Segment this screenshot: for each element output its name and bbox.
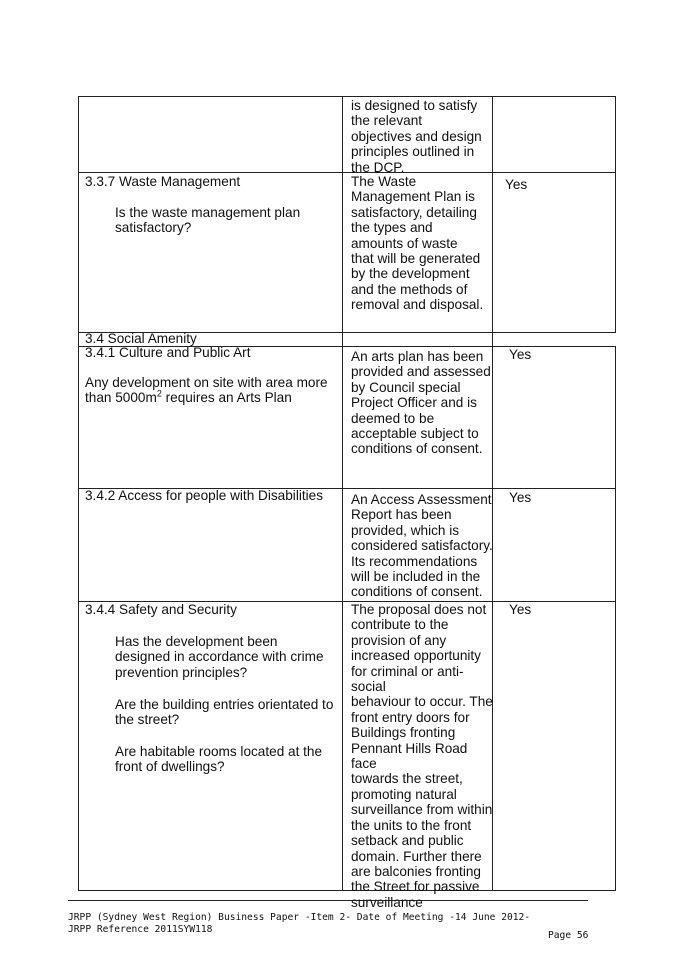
compliance-value: Yes	[509, 490, 532, 505]
compliance-cell	[493, 347, 616, 488]
section-heading: 3.4.2 Access for people with Disabilities	[85, 488, 324, 503]
criteria-cell	[78, 97, 343, 172]
comment-cell	[343, 333, 493, 346]
comment-cell	[343, 602, 493, 910]
table-row	[78, 346, 616, 488]
compliance-value: Yes	[509, 602, 532, 617]
footer-reference: JRPP Reference 2011SYW118	[68, 924, 213, 935]
table-row	[78, 488, 616, 601]
comment-text: The Waste Management Plan is satisfactory, detailing the types and amounts of waste that will be generated by the development and the methods of removal and disposal.	[351, 174, 484, 313]
compliance-cell	[493, 333, 616, 346]
section-heading: 3.4.4 Safety and Security	[85, 602, 237, 617]
comment-text: An Access Assessment Report has been provided, which is considered satisfactory. Its recommendations will be included in the conditions of consent.	[351, 492, 493, 600]
table-row	[78, 96, 616, 175]
criteria-cell	[78, 489, 343, 601]
footer-business-paper: JRPP (Sydney West Region) Business Paper -Item 2- Date of Meeting -14 June 2012-	[68, 912, 531, 923]
page-number: Page 56	[548, 930, 589, 941]
section-heading: 3.3.7 Waste Management	[85, 174, 241, 189]
table-row	[78, 601, 616, 910]
section-heading: 3.4.1 Culture and Public Art	[85, 345, 251, 360]
section-heading: 3.4 Social Amenity	[85, 331, 197, 346]
criteria-cell	[78, 602, 343, 890]
criteria-cell	[78, 347, 343, 488]
compliance-cell	[493, 489, 616, 601]
compliance-value: Yes	[505, 177, 528, 192]
compliance-cell	[493, 602, 616, 890]
comment-text: An arts plan has been provided and assessed by Council special Project Officer and is deemed to be acceptable subject to conditions of consent.	[351, 349, 491, 457]
footer-divider	[68, 900, 588, 901]
compliance-cell	[493, 97, 616, 172]
comment-text: is designed to satisfy the relevant objectives and design principles outlined in the DCP.	[351, 98, 482, 175]
comment-cell	[343, 347, 493, 488]
criteria-question: Are the building entries orientated to the street?	[115, 697, 334, 728]
table-row	[78, 172, 616, 332]
criteria-question: Are habitable rooms located at the front of dwellings?	[115, 744, 323, 775]
comment-cell	[343, 173, 493, 332]
comment-cell	[343, 97, 493, 175]
table-row	[78, 332, 616, 346]
criteria-cell	[78, 173, 343, 332]
criteria-question: Is the waste management plan satisfactory?	[115, 205, 301, 236]
compliance-cell	[493, 173, 616, 332]
criteria-question: Has the development been designed in accordance with crime prevention principles?	[115, 634, 324, 680]
compliance-value: Yes	[509, 347, 532, 362]
comment-cell	[343, 489, 493, 601]
criteria-question: Any development on site with area more than $5000m^2$ requires an Arts Plan	[85, 375, 328, 406]
comment-text: The proposal does not contribute to the provision of any increased opportunity for criminal or anti-social behaviour to occur. The front entry doors for Buildings fronting Pennant Hills Road face towards the street, promoting natural surveillance from within the units to the front setback and public domain. Further there are balconies fronting the Street for passive surveillance	[351, 602, 493, 910]
